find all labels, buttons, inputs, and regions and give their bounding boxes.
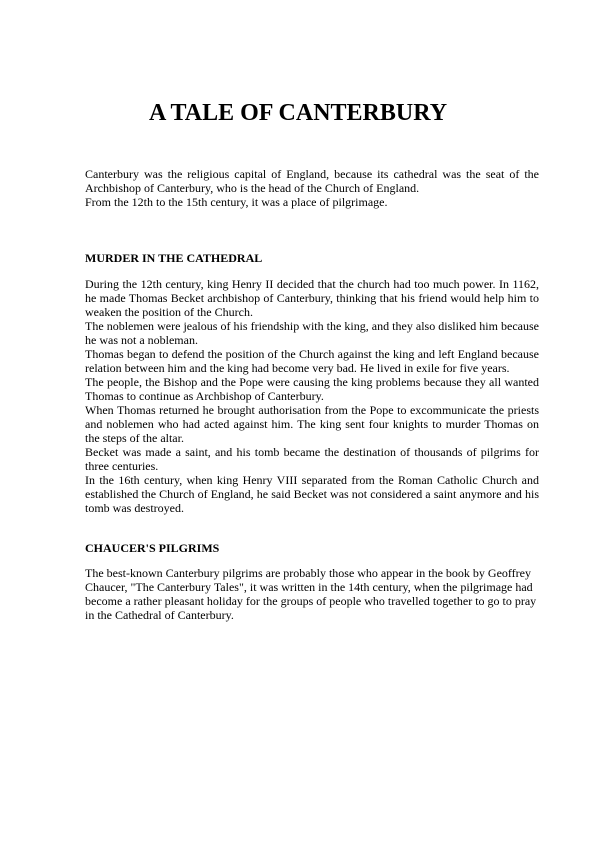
section-body-murder	[85, 277, 539, 515]
intro-paragraph: Canterbury was the religious capital of England, because its cathedral was the seat of the Archbishop of Canterbury, who is the head of the Church of England.	[85, 167, 539, 195]
body-paragraph: The best-known Canterbury pilgrims are probably those who appear in the book by Geoffrey Chaucer, "The Canterbury Tales", it was written in the 14th century, when the pilgrimage had become a rather pleasant holiday for the groups of people who travelled together to go to pray in the Cathedral of Canterbury.	[85, 566, 537, 622]
body-paragraph: When Thomas returned he brought authorisation from the Pope to excommunicate the priests and noblemen who had acted against him. The king sent four knights to murder Thomas on the steps of the altar.	[85, 403, 539, 445]
body-paragraph: In the 16th century, when king Henry VIII separated from the Roman Catholic Church and established the Church of England, he said Becket was not considered a saint anymore and his tomb was destroyed.	[85, 473, 539, 515]
intro-paragraph: From the 12th to the 15th century, it was a place of pilgrimage.	[85, 195, 388, 209]
body-paragraph: The noblemen were jealous of his friendship with the king, and they also disliked him because he was not a nobleman.	[85, 319, 539, 347]
intro-section	[85, 167, 539, 209]
body-paragraph: Thomas began to defend the position of the Church against the king and left England because relation between him and the king had become very bad. He lived in exile for five years.	[85, 347, 539, 375]
body-paragraph: Becket was made a saint, and his tomb became the destination of thousands of pilgrims for three centuries.	[85, 445, 539, 473]
section-heading-murder: MURDER IN THE CATHEDRAL	[85, 251, 263, 265]
section-body-chaucer	[85, 566, 539, 622]
section-heading-chaucer: CHAUCER'S PILGRIMS	[85, 541, 220, 555]
body-paragraph: During the 12th century, king Henry II decided that the church had too much power. In 1162, he made Thomas Becket archbishop of Canterbury, thinking that his friend would help him to weaken the position of the Church.	[85, 277, 539, 319]
body-paragraph: The people, the Bishop and the Pope were causing the king problems because they all wanted Thomas to continue as Archbishop of Canterbury.	[85, 375, 539, 403]
page-title: A TALE OF CANTERBURY	[148, 100, 448, 126]
